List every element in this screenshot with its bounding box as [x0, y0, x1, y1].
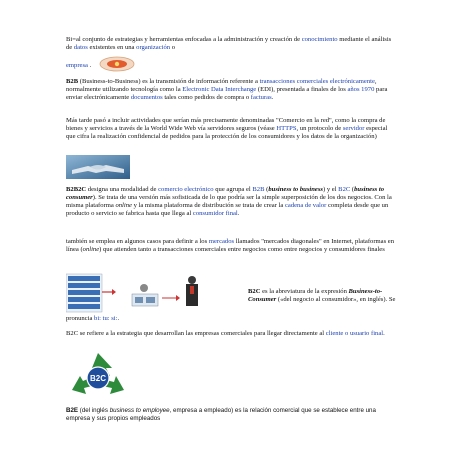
b2c-diagram-image — [66, 272, 206, 314]
text: para enviar electrónicamente — [66, 85, 388, 101]
link-edi[interactable]: Electronic Data Interchange — [182, 85, 257, 93]
paragraph-b2b — [66, 78, 396, 102]
text: ( — [350, 186, 355, 193]
term-b2c: B2C — [248, 288, 261, 295]
handshake-image — [66, 155, 130, 179]
text: Bi=al conjunto de estrategias y herramientas enfocadas a la administración y creación de — [66, 36, 302, 43]
link-servidor[interactable]: servidor — [342, 124, 365, 132]
link-facturas[interactable]: facturas — [250, 93, 272, 101]
term-business-to-business: business to business — [268, 186, 323, 193]
paragraph-comercio-red — [66, 117, 396, 141]
text: que agrupa el — [213, 186, 253, 193]
link-comercio-electronico[interactable]: comercio electrónico — [158, 186, 214, 193]
paragraph-b2e — [66, 407, 396, 423]
link-documentos[interactable]: documentos — [130, 93, 163, 101]
empresa-logo-image — [99, 56, 135, 75]
link-https[interactable]: HTTPS — [276, 124, 297, 132]
text: mediante el análisis de — [66, 36, 392, 51]
term-b2b: B2B — [66, 78, 79, 85]
text: , un protocolo de — [296, 124, 343, 132]
term-online: online — [115, 201, 132, 209]
paragraph-mercados — [66, 238, 396, 254]
link-anos-1970[interactable]: años 1970 — [347, 85, 375, 93]
link-empresa[interactable]: empresa — [66, 61, 88, 69]
paragraph-b2c-estrategia — [66, 330, 396, 338]
link-cadena-de-valor[interactable]: cadena de valor — [284, 201, 327, 209]
link-cliente-usuario-final[interactable]: cliente o usuario final — [325, 330, 384, 337]
text: (EDI), presentada a finales de los — [256, 85, 348, 93]
paragraph-bi — [66, 36, 396, 75]
term-business-to-consumer: Business-to-Consumer — [248, 288, 383, 303]
text: , empresa a empleado) es la relación comercial que se establece entre una empresa y sus propios empleados — [66, 407, 376, 422]
link-datos[interactable]: datos — [73, 43, 88, 51]
term-b2b2c: B2B2C — [66, 186, 87, 193]
text: también se emplea en algunos casos para definir a los — [66, 238, 209, 245]
text: ) que atienden tanto a transacciones comerciales entre negocios como entre negocios y consumidores finales — [99, 245, 385, 253]
text: Más tarde pasó a incluir actividades que serían más precisamente denominadas "Comercio en la red", como la compra de bienes y servicios a través de la World Wide Web vía servidores seguros (véase — [66, 117, 386, 132]
text: . — [117, 315, 120, 322]
text: . — [383, 330, 385, 337]
text: pronuncia — [66, 315, 95, 322]
paragraph-pronuncia — [66, 315, 396, 323]
text: («del negocio al consumidor», en inglés). Se — [276, 295, 396, 303]
term-business-to-employee: business to employee — [109, 407, 170, 414]
text: . — [87, 61, 92, 69]
link-conocimiento[interactable]: conocimiento — [301, 36, 338, 43]
text: ( — [264, 186, 269, 193]
paragraph-b2b2c — [66, 186, 396, 218]
link-organizacion[interactable]: organización — [136, 43, 171, 51]
text: B2C se refiere a la estrategia que desarrollan las empresas comerciales para llegar directamente al — [66, 330, 326, 337]
text: llamados "mercados diagonales" en Internet, plataformas en línea ( — [66, 238, 395, 253]
link-consumidor-final[interactable]: consumidor final — [192, 209, 238, 217]
b2c-logo-text: B2C — [89, 374, 107, 383]
text: ) y el — [322, 186, 339, 193]
link-transacciones[interactable]: transacciones comerciales electrónicamente — [259, 78, 375, 85]
text: tales como pedidos de compra o — [162, 93, 251, 101]
text: . — [237, 209, 240, 217]
text: (del inglés — [78, 407, 110, 414]
link-pronunciation[interactable]: bi: tu: si: — [94, 315, 118, 322]
text: , normalmente utilizando tecnología como la — [66, 78, 377, 93]
paragraph-b2c-abbrev — [248, 288, 398, 304]
text: . — [271, 93, 274, 101]
text: existentes en una — [87, 43, 137, 51]
term-online: online — [82, 245, 100, 253]
text: y la misma plataforma de distribución se trata de crear la — [131, 201, 285, 209]
text: o — [170, 43, 176, 51]
text: es la abreviatura de la expresión — [260, 288, 349, 295]
link-b2c[interactable]: B2C — [338, 186, 351, 193]
text: designa una modalidad de — [86, 186, 159, 193]
text: especial que cifra la realización confidencial de pedidos para la protección de los consumidores y los datos de la organización) — [66, 124, 388, 140]
text: completa desde que un producto o servicio se fabrica hasta que llega al — [66, 201, 389, 217]
term-business-to-consumer: business to consumer — [66, 186, 384, 201]
b2c-recycle-logo — [66, 350, 130, 398]
term-b2e: B2E — [66, 407, 79, 414]
text: (Business-to-Business) es la transmisión de información referente a — [78, 78, 260, 85]
link-b2b[interactable]: B2B — [252, 186, 265, 193]
link-mercados[interactable]: mercados — [208, 238, 235, 245]
text: ). Se trata de una versión más sofisticada de lo que podría ser la simple superposición de los dos negocios. Con la misma plataforma — [66, 193, 392, 209]
